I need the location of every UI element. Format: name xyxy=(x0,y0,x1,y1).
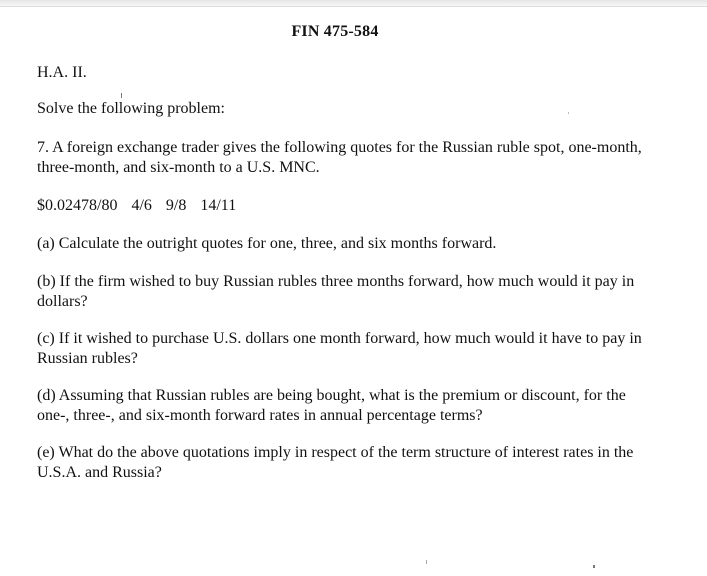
scan-speck xyxy=(426,560,427,564)
problem-statement: 7. A foreign exchange trader gives the following quotes for the Russian ruble spot, one-month, three-month, and six-month to a U.S. MNC. xyxy=(37,139,642,176)
scan-speck xyxy=(121,93,122,98)
question-part-e: (e) What do the above quotations imply in respect of the term structure of interest rates in the U.S.A. and Russia? xyxy=(37,444,634,481)
question-part-a: (a) Calculate the outright quotes for one, three, and six months forward. xyxy=(37,235,497,252)
instruction-text: Solve the following problem: xyxy=(37,100,225,117)
exchange-quotes: $0.02478/80 4/6 9/8 14/11 xyxy=(37,197,237,214)
question-part-c: (c) If it wished to purchase U.S. dollars one month forward, how much would it have to pay in Russian rubles? xyxy=(37,330,642,367)
course-title: FIN 475-584 xyxy=(291,23,379,40)
question-part-d: (d) Assuming that Russian rubles are being bought, what is the premium or discount, for the one-, three-, and six-month forward rates in annual percentage terms? xyxy=(37,387,626,424)
assignment-label: H.A. II. xyxy=(37,64,87,81)
scan-speck xyxy=(593,565,595,568)
question-part-b: (b) If the firm wished to buy Russian rubles three months forward, how much would it pay in dollars? xyxy=(37,273,635,310)
scan-speck xyxy=(568,112,569,114)
